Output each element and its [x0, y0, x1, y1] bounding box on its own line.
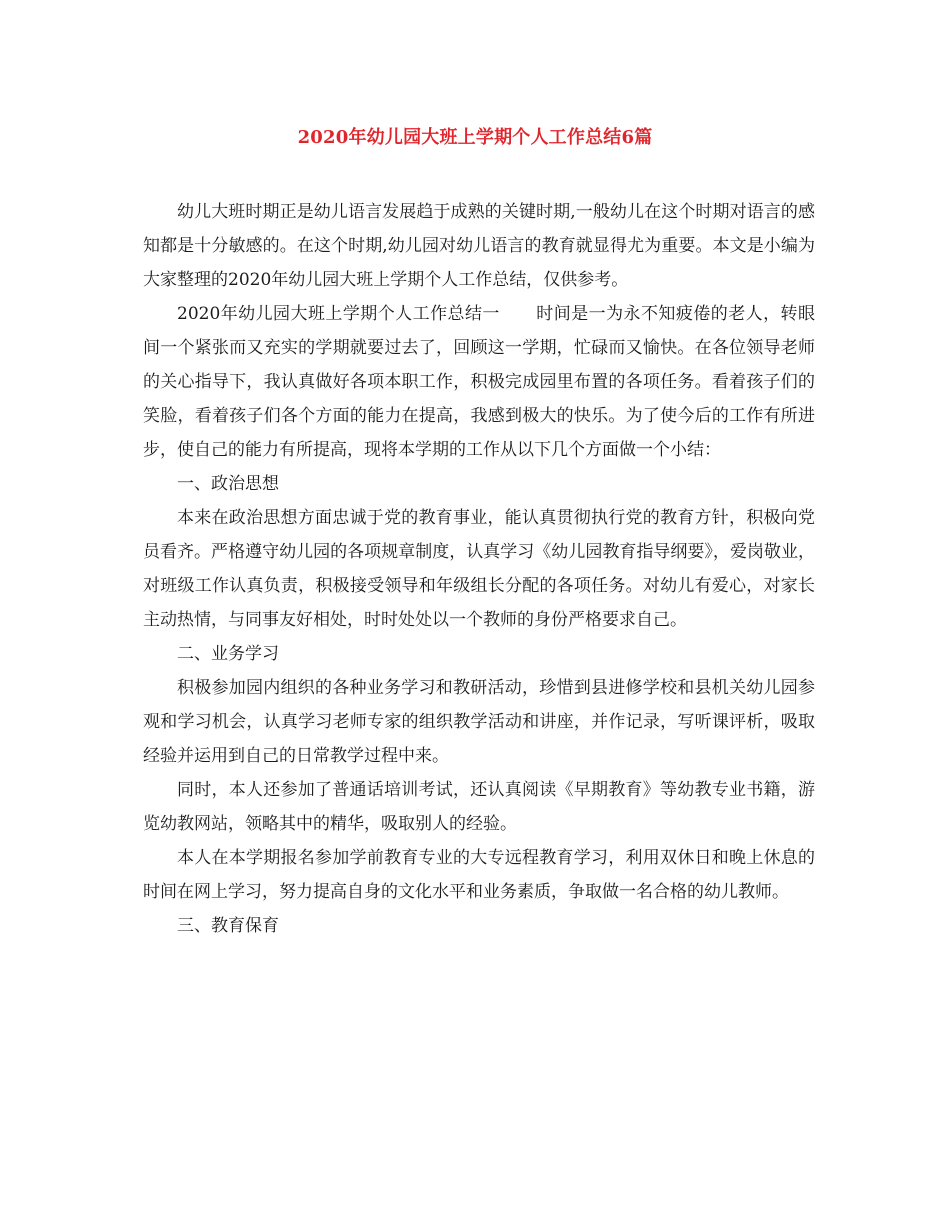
section-one-paragraph — [143, 297, 815, 467]
section-one-label: 2020年幼儿园大班上学期个人工作总结一 — [177, 304, 500, 324]
heading-education-care: 三、教育保育 — [177, 916, 279, 936]
heading-political-thought: 一、政治思想 — [177, 474, 279, 494]
mandarin-training-paragraph: 同时，本人还参加了普通话培训考试，还认真阅读《早期教育》等幼教专业书籍，游览幼教网站，领略其中的精华，吸取别人的经验。 — [143, 780, 815, 834]
distance-education-paragraph: 本人在本学期报名参加学前教育专业的大专远程教育学习，利用双休日和晚上休息的时间在网上学习，努力提高自身的文化水平和业务素质，争取做一名合格的幼儿教师。 — [143, 848, 815, 902]
heading-professional-study: 二、业务学习 — [177, 644, 279, 664]
professional-study-paragraph: 积极参加园内组织的各种业务学习和教研活动，珍惜到县进修学校和县机关幼儿园参观和学习机会，认真学习老师专家的组织教学活动和讲座，并作记录，写听课评析，吸取经验并运用到自己的日常教学过程中来。 — [143, 678, 815, 766]
document-title: 2020年幼儿园大班上学期个人工作总结6篇 — [297, 127, 653, 148]
document-body — [143, 195, 815, 943]
section-one-opening: 时间是一为永不知疲倦的老人，转眼间一个紧张而又充实的学期就要过去了，回顾这一学期，忙碌而又愉快。在各位领导老师的关心指导下，我认真做好各项本职工作，积极完成园里布置的各项任务。看着孩子们的笑脸，看着孩子们各个方面的能力在提高，我感到极大的快乐。为了使今后的工作有所进步，使自己的能力有所提高，现将本学期的工作从以下几个方面做一个小结： — [143, 304, 816, 460]
intro-paragraph: 幼儿大班时期正是幼儿语言发展趋于成熟的关键时期,一般幼儿在这个时期对语言的感知都是十分敏感的。在这个时期,幼儿园对幼儿语言的教育就显得尤为重要。本文是小编为大家整理的2020年幼儿园大班上学期个人工作总结，仅供参考。 — [143, 202, 815, 290]
political-thought-paragraph: 本来在政治思想方面忠诚于党的教育事业，能认真贯彻执行党的教育方针，积极向党员看齐。严格遵守幼儿园的各项规章制度，认真学习《幼儿园教育指导纲要》，爱岗敬业，对班级工作认真负责，积极接受领导和年级组长分配的各项任务。对幼儿有爱心，对家长主动热情，与同事友好相处，时时处处以一个教师的身份严格要求自己。 — [143, 508, 815, 630]
